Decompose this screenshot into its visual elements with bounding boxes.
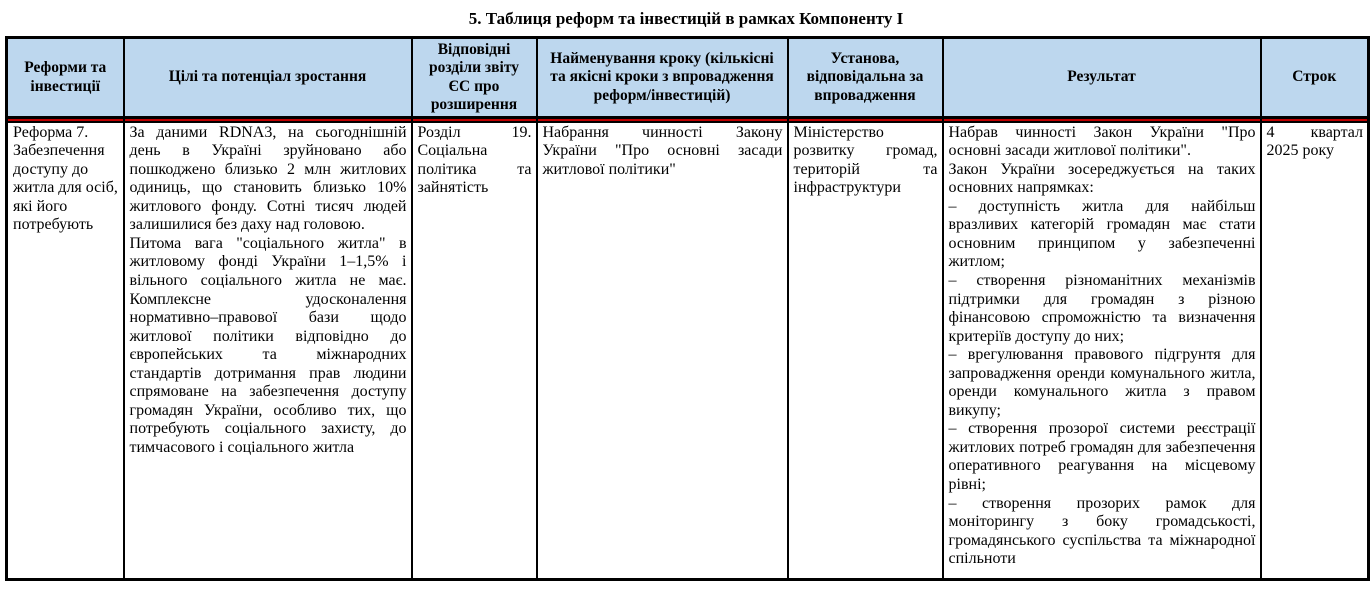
reforms-table	[5, 36, 1370, 581]
paragraph: – врегулювання правового підгрунтя для запровадження оренди комунального житла, оренди комунального житла з правом викупу;	[948, 346, 1256, 419]
paragraph: – доступність житла для найбільш вразливих категорій громадян має стати основним принципом у забезпеченні житлом;	[948, 197, 1256, 271]
paragraph: Закон України зосереджується на таких основних напрямках:	[948, 160, 1256, 197]
header-result: Результат	[943, 38, 1261, 118]
cell-step-name: Набрання чинності Закону України "Про основні засади житлової політики"	[537, 122, 788, 580]
paragraph: – створення прозорої системи реєстрації житлових потреб громадян для забезпечення оперативного реагування на місцевому рівні;	[948, 420, 1256, 494]
cell-responsible-institution: Міністерство розвитку громад, територій та інфраструктури	[788, 122, 943, 580]
header-step-name: Найменування кроку (кількісні та якісні кроки з впровадження реформ/інвестицій)	[537, 38, 788, 118]
paragraph: – створення прозорих рамок для моніторингу з боку громадськості, громадянського суспільства та міжнародної спільноти	[948, 494, 1256, 568]
header-reforms-investments: Реформи та інвестиції	[7, 38, 124, 118]
cell-result	[943, 122, 1261, 580]
header-responsible-institution: Установа, відповідальна за впровадження	[788, 38, 943, 118]
page-title: 5. Таблиця реформ та інвестицій в рамках Компоненту І	[468, 9, 904, 28]
paragraph: – створення різноманітних механізмів підтримки для громадян з різною фінансовою спроможністю та визначення критеріїв доступу до них;	[948, 272, 1256, 345]
cell-reform-name: Реформа 7. Забезпечення доступу до житла для осіб, які його потребують	[7, 122, 124, 580]
cell-goals-growth-potential	[124, 122, 412, 580]
paragraph: Питома вага "соціального житла" в житловому фонді України 1–1,5% і вільного соціального житла не має. Комплексне удосконалення нормативно–правової бази щодо житлової політики відповідно до європейських та міжнародних стандартів дотримання прав людини спрямоване на забезпечення доступу громадян України, особливо тих, що потребують соціального захисту, до тимчасового і соціального житла	[129, 234, 407, 456]
header-goals-growth-potential: Цілі та потенціал зростання	[124, 38, 412, 118]
paragraph: Набрав чинності Закон України "Про основні засади житлової політики".	[948, 123, 1256, 160]
paragraph: За даними RDNA3, на сьогоднішній день в Україні зруйновано або пошкоджено близько 2 млн житлових одиниць, що становить близько 10% житлового фонду. Сотні тисяч людей залишилися без даху над головою.	[129, 123, 407, 234]
table-row-reform-7	[7, 122, 1369, 580]
cell-eu-report-section: Розділ 19. Соціальна політика та зайнятість	[412, 122, 537, 580]
header-row	[7, 38, 1369, 118]
cell-term: 4 квартал 2025 року	[1261, 122, 1369, 580]
header-eu-report-sections: Відповідні розділи звіту ЄС про розширення	[412, 38, 537, 118]
header-term: Строк	[1261, 38, 1369, 118]
